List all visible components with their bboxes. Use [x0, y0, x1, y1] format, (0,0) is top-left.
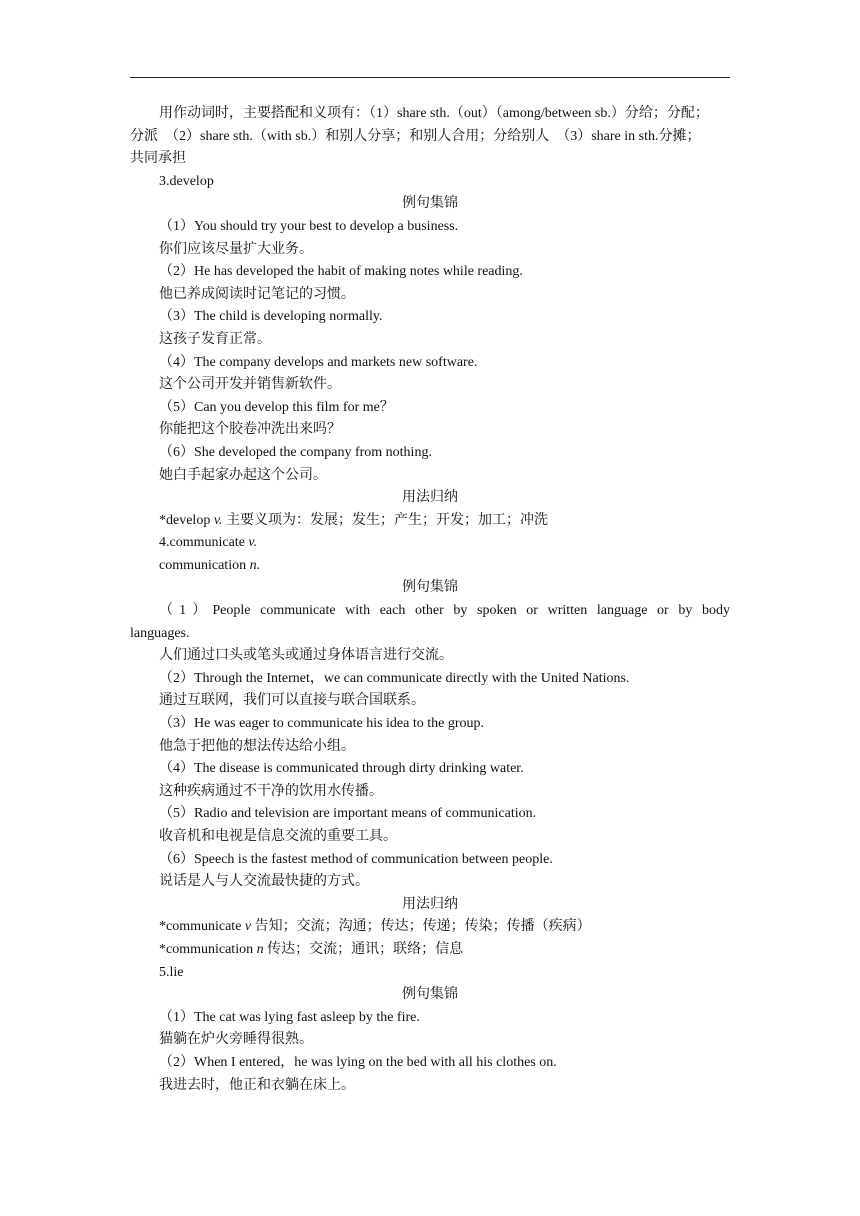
examples-title: 例句集锦 [402, 580, 458, 596]
example-en: （1）The cat was lying fast asleep by the fire. [159, 1009, 420, 1025]
example-en: （5）Radio and television are important means of communication. [159, 806, 537, 822]
usage-pos: n [256, 941, 264, 957]
usage-word: *communicate [159, 919, 245, 935]
usage-line [130, 916, 730, 939]
example-en: （2）Through the Internet，we can communicate directly with the United Nations. [159, 670, 630, 686]
usage-word: *develop [159, 512, 214, 528]
example-zh: 我进去时，他正和衣躺在床上。 [159, 1077, 355, 1093]
example-zh: 通过互联网，我们可以直接与联合国联系。 [159, 693, 425, 709]
example-zh: 收音机和电视是信息交流的重要工具。 [159, 829, 397, 844]
example-en: （2）When I entered，he was lying on the bed with all his clothes on. [159, 1054, 557, 1070]
example-en: （4）The company develops and markets new software. [159, 354, 478, 370]
usage-line [130, 939, 730, 962]
example-zh: 她白手起家办起这个公司。 [159, 467, 327, 483]
section-heading-communication [130, 555, 730, 578]
example-zh: 这个公司开发并销售新软件。 [159, 377, 341, 393]
header-rule [130, 77, 730, 78]
example-en: （6）Speech is the fastest method of communication between people. [159, 851, 553, 867]
share-usage-line-2: 分派 （2）share sth.（with sb.）和别人分享；和别人合用；分给别人 （3）share in sth.分摊； [130, 128, 701, 144]
example-zh: 人们通过口头或笔头或通过身体语言进行交流。 [159, 648, 453, 664]
usage-pos: v. [213, 512, 223, 528]
section-heading-develop: 3.develop [159, 173, 214, 189]
heading-pos: v. [248, 535, 258, 551]
share-usage-line-1: 用作动词时，主要搭配和义项有：（1）share sth.（out）（among/between sb.）分给；分配； [159, 106, 709, 121]
example-en: （4）The disease is communicated through dirty drinking water. [159, 761, 524, 777]
example-zh: 这孩子发育正常。 [159, 331, 271, 347]
share-usage-line-3: 共同承担 [130, 151, 186, 167]
usage-meaning: 传达；交流；通讯；联络；信息 [263, 941, 464, 957]
usage-word: *communication [159, 941, 257, 957]
example-en-justified: （1）People communicate with each other by spoken or written language or by body [159, 603, 730, 619]
example-en: （3）The child is developing normally. [159, 309, 383, 325]
examples-title: 例句集锦 [402, 987, 458, 1003]
section-heading-communicate [130, 532, 730, 555]
usage-line [130, 510, 730, 533]
example-zh: 你能把这个胶卷冲洗出来吗？ [159, 422, 341, 438]
usage-title: 用法归纳 [402, 490, 458, 506]
example-en: （3）He was eager to communicate his idea to the group. [159, 716, 485, 732]
example-en: （6）She developed the company from nothing. [159, 444, 432, 460]
heading-word: 4.communicate [159, 535, 249, 551]
example-en-continued: languages. [130, 625, 190, 641]
example-zh: 这种疾病通过不干净的饮用水传播。 [159, 783, 383, 799]
example-zh: 猫躺在炉火旁睡得很熟。 [159, 1032, 313, 1048]
document-body [130, 103, 730, 1097]
section-heading-lie: 5.lie [159, 964, 184, 980]
example-en: （5）Can you develop this film for me？ [159, 399, 394, 415]
heading-word: communication [159, 557, 250, 573]
example-zh: 说话是人与人交流最快捷的方式。 [159, 874, 369, 890]
usage-meaning: 告知；交流；沟通；传达；传递；传染；传播（疾病） [251, 919, 591, 935]
usage-pos: v [244, 919, 252, 935]
example-zh: 他已养成阅读时记笔记的习惯。 [159, 286, 355, 302]
heading-pos: n. [249, 557, 261, 573]
usage-meaning: 主要义项为：发展；发生；产生；开发；加工；冲洗 [222, 512, 549, 528]
example-en: （1）You should try your best to develop a business. [159, 218, 459, 234]
example-zh: 你们应该尽量扩大业务。 [159, 241, 313, 257]
example-en: （2）He has developed the habit of making notes while reading. [159, 264, 523, 280]
example-zh: 他急于把他的想法传达给小组。 [159, 738, 355, 754]
usage-title: 用法归纳 [402, 896, 458, 912]
examples-title: 例句集锦 [402, 196, 458, 212]
